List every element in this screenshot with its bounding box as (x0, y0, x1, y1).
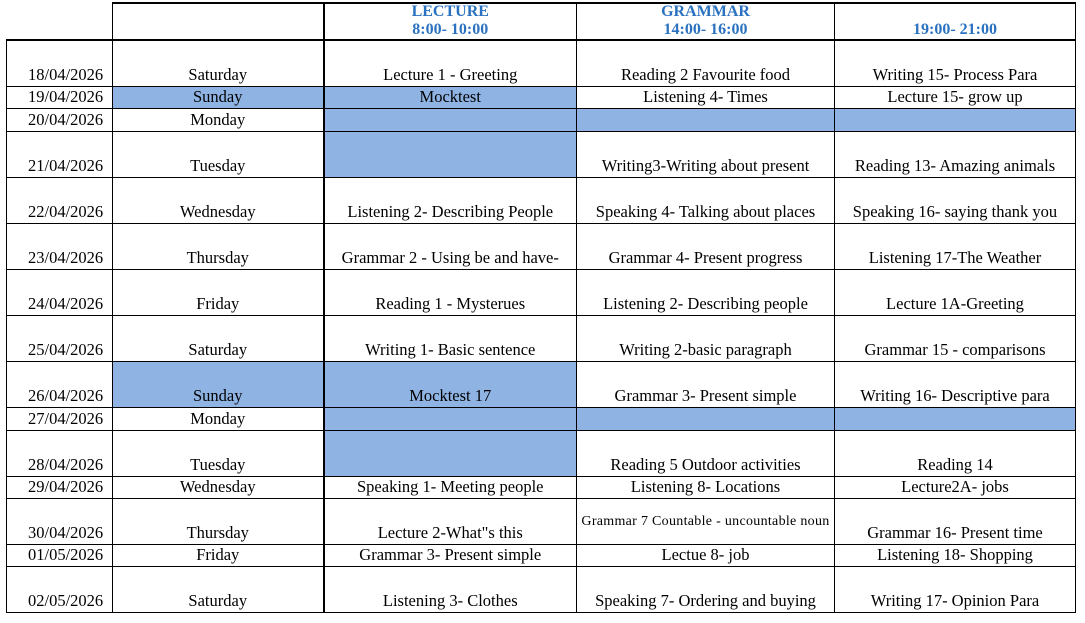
afternoon-session-cell (577, 108, 835, 131)
day-cell: Thursday (113, 498, 324, 544)
table-row (7, 361, 1076, 407)
table-row (7, 131, 1076, 177)
date-cell: 21/04/2026 (7, 131, 113, 177)
day-cell: Saturday (113, 40, 324, 86)
date-cell: 22/04/2026 (7, 177, 113, 223)
evening-session-cell: Listening 18- Shopping (835, 544, 1076, 566)
afternoon-session-cell: Writing3-Writing about present (577, 131, 835, 177)
morning-session-cell (324, 407, 577, 430)
afternoon-session-cell: Grammar 7 Countable - uncountable noun (577, 498, 835, 544)
table-row (7, 498, 1076, 544)
evening-session-cell: Speaking 16- saying thank you (835, 177, 1076, 223)
date-cell: 19/04/2026 (7, 86, 113, 108)
evening-session-cell: Lecture 15- grow up (835, 86, 1076, 108)
table-row (7, 407, 1076, 430)
morning-session-cell (324, 108, 577, 131)
morning-session-cell: Mocktest (324, 86, 577, 108)
morning-session-cell: Grammar 3- Present simple (324, 544, 577, 566)
evening-session-cell (835, 407, 1076, 430)
day-cell: Tuesday (113, 430, 324, 476)
date-cell: 28/04/2026 (7, 430, 113, 476)
evening-session-cell: Lecture2A- jobs (835, 476, 1076, 498)
table-row (7, 223, 1076, 269)
afternoon-session-cell: Writing 2-basic paragraph (577, 315, 835, 361)
afternoon-session-cell: Listening 4- Times (577, 86, 835, 108)
morning-session-cell: Mocktest 17 (324, 361, 577, 407)
afternoon-session-cell: Speaking 4- Talking about places (577, 177, 835, 223)
morning-session-cell: Grammar 2 - Using be and have- (324, 223, 577, 269)
afternoon-session-cell: Grammar 4- Present progress (577, 223, 835, 269)
table-row (7, 544, 1076, 566)
date-cell: 30/04/2026 (7, 498, 113, 544)
evening-session-cell: Lecture 1A-Greeting (835, 269, 1076, 315)
header-title-lecture: LECTURE (324, 3, 577, 19)
afternoon-session-cell: Reading 5 Outdoor activities (577, 430, 835, 476)
table-row (7, 177, 1076, 223)
morning-session-cell: Writing 1- Basic sentence (324, 315, 577, 361)
afternoon-session-cell: Grammar 3- Present simple (577, 361, 835, 407)
morning-session-cell (324, 430, 577, 476)
morning-session-cell: Lecture 1 - Greeting (324, 40, 577, 86)
evening-session-cell: Grammar 16- Present time (835, 498, 1076, 544)
date-cell: 26/04/2026 (7, 361, 113, 407)
header-time-morning: 8:00- 10:00 (324, 19, 577, 39)
table-row (7, 315, 1076, 361)
morning-session-cell: Listening 2- Describing People (324, 177, 577, 223)
table-row (7, 108, 1076, 131)
day-cell: Thursday (113, 223, 324, 269)
date-cell: 01/05/2026 (7, 544, 113, 566)
evening-session-cell (835, 108, 1076, 131)
afternoon-session-cell: Reading 2 Favourite food (577, 40, 835, 86)
afternoon-session-cell: Listening 2- Describing people (577, 269, 835, 315)
date-cell: 24/04/2026 (7, 269, 113, 315)
day-cell: Saturday (113, 566, 324, 612)
evening-session-cell: Writing 16- Descriptive para (835, 361, 1076, 407)
header-title-grammar: GRAMMAR (577, 3, 835, 19)
day-cell: Monday (113, 108, 324, 131)
day-cell: Wednesday (113, 177, 324, 223)
day-cell: Wednesday (113, 476, 324, 498)
date-cell: 29/04/2026 (7, 476, 113, 498)
day-cell: Sunday (113, 361, 324, 407)
header-title-cell (113, 3, 324, 19)
day-cell: Saturday (113, 315, 324, 361)
day-cell: Friday (113, 544, 324, 566)
day-cell: Friday (113, 269, 324, 315)
table-row (7, 430, 1076, 476)
date-cell: 23/04/2026 (7, 223, 113, 269)
evening-session-cell: Grammar 15 - comparisons (835, 315, 1076, 361)
morning-session-cell (324, 131, 577, 177)
day-cell: Monday (113, 407, 324, 430)
date-cell: 27/04/2026 (7, 407, 113, 430)
evening-session-cell: Writing 17- Opinion Para (835, 566, 1076, 612)
header-time-afternoon: 14:00- 16:00 (577, 19, 835, 39)
afternoon-session-cell: Listening 8- Locations (577, 476, 835, 498)
table-row (7, 86, 1076, 108)
date-cell: 18/04/2026 (7, 40, 113, 86)
header-title-evening (835, 3, 1076, 19)
table-row (7, 566, 1076, 612)
morning-session-cell: Speaking 1- Meeting people (324, 476, 577, 498)
table-row (7, 40, 1076, 86)
evening-session-cell: Reading 13- Amazing animals (835, 131, 1076, 177)
header-time-cell (113, 19, 324, 39)
date-cell: 25/04/2026 (7, 315, 113, 361)
day-cell: Tuesday (113, 131, 324, 177)
evening-session-cell: Listening 17-The Weather (835, 223, 1076, 269)
table-row (7, 476, 1076, 498)
afternoon-session-cell: Speaking 7- Ordering and buying (577, 566, 835, 612)
day-cell: Sunday (113, 86, 324, 108)
evening-session-cell: Writing 15- Process Para (835, 40, 1076, 86)
schedule-header (112, 2, 1076, 39)
morning-session-cell: Listening 3- Clothes (324, 566, 577, 612)
date-cell: 20/04/2026 (7, 108, 113, 131)
table-row (7, 269, 1076, 315)
schedule-table (6, 39, 1076, 613)
header-time-evening: 19:00- 21:00 (835, 19, 1076, 39)
afternoon-session-cell: Lectue 8- job (577, 544, 835, 566)
morning-session-cell: Lecture 2-What"s this (324, 498, 577, 544)
afternoon-session-cell (577, 407, 835, 430)
morning-session-cell: Reading 1 - Mysterues (324, 269, 577, 315)
date-cell: 02/05/2026 (7, 566, 113, 612)
evening-session-cell: Reading 14 (835, 430, 1076, 476)
